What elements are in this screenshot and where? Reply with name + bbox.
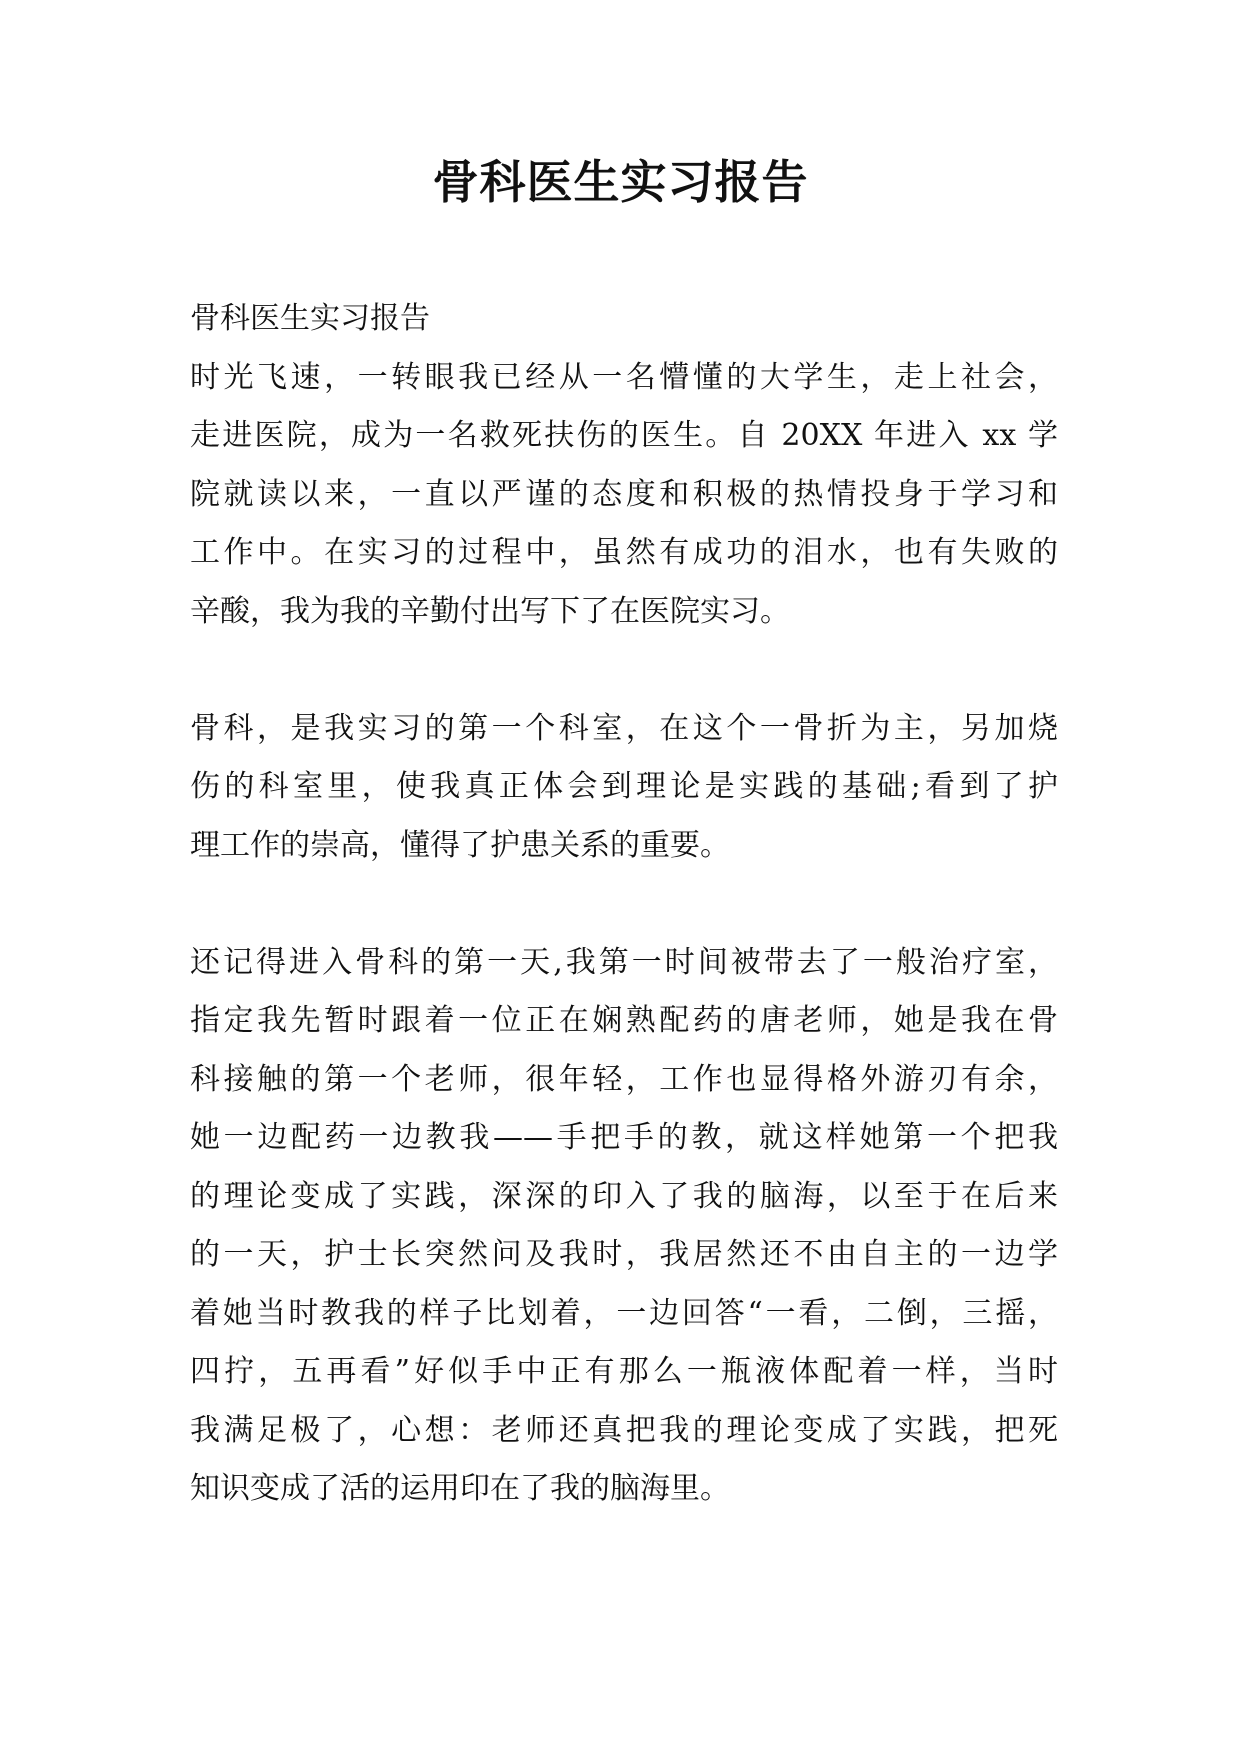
paragraph-spacer: [190, 875, 1058, 934]
paragraph-line: 院就读以来，一直以严谨的态度和积极的热情投身于学习和: [190, 476, 1058, 512]
paragraph-line: 辛酸，我为我的辛勤付出写下了在医院实习。: [190, 593, 790, 629]
paragraph-3: [190, 934, 1058, 1519]
paragraph-line: 还记得进入骨科的第一天,我第一时间被带去了一般治疗室，: [190, 944, 1058, 980]
body-heading-line: 骨科医生实习报告: [190, 301, 430, 336]
paragraph-line: 科接触的第一个老师，很年轻，工作也显得格外游刃有余，: [190, 1061, 1058, 1097]
document-title: 骨科医生实习报告: [432, 155, 809, 209]
paragraph-line: 的理论变成了实践，深深的印入了我的脑海，以至于在后来: [190, 1178, 1058, 1214]
paragraph-spacer: [190, 641, 1058, 700]
paragraph-line: 的一天，护士长突然问及我时，我居然还不由自主的一边学: [190, 1237, 1058, 1272]
paragraph-line: 伤的科室里，使我真正体会到理论是实践的基础;看到了护: [190, 769, 1058, 804]
paragraph-2: [190, 700, 1058, 876]
paragraph-line: 我满足极了，心想：老师还真把我的理论变成了实践，把死: [190, 1412, 1058, 1448]
paragraph-1: [190, 349, 1058, 642]
document-body: [190, 290, 1058, 1519]
paragraph-line: 指定我先暂时跟着一位正在娴熟配药的唐老师，她是我在骨: [190, 1003, 1058, 1038]
paragraph-line: 时光飞速，一转眼我已经从一名懵懂的大学生，走上社会，: [190, 359, 1058, 395]
paragraph-line: 着她当时教我的样子比划着，一边回答“一看，二倒，三摇，: [190, 1295, 1058, 1331]
paragraph-line: 她一边配药一边教我——手把手的教，就这样她第一个把我: [190, 1120, 1058, 1155]
paragraph-line: 工作中。在实习的过程中，虽然有成功的泪水，也有失败的: [190, 535, 1058, 570]
paragraph-line: 骨科，是我实习的第一个科室，在这个一骨折为主，另加烧: [190, 710, 1058, 746]
paragraph-line: 走进医院，成为一名救死扶伤的医生。自 20XX 年进入 xx 学: [190, 418, 1058, 453]
paragraph-line: 理工作的崇高，懂得了护患关系的重要。: [190, 827, 730, 863]
paragraph-line: 四拧，五再看”好似手中正有那么一瓶液体配着一样，当时: [190, 1354, 1058, 1389]
paragraph-line: 知识变成了活的运用印在了我的脑海里。: [190, 1471, 730, 1506]
